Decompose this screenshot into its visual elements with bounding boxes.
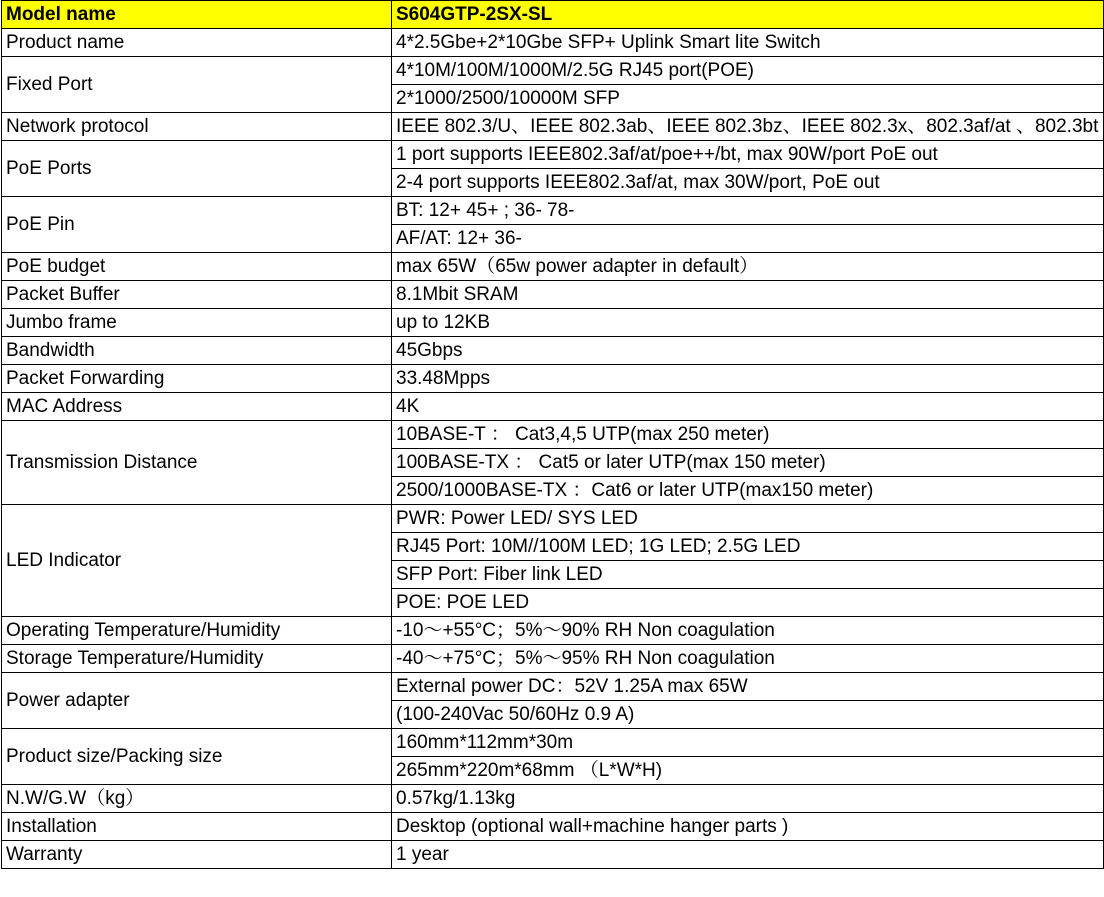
spec-value: External power DC：52V 1.25A max 65W	[392, 673, 1104, 701]
spec-value: 265mm*220m*68mm （L*W*H)	[392, 757, 1104, 785]
spec-value: 10BASE-T ： Cat3,4,5 UTP(max 250 meter)	[392, 421, 1104, 449]
spec-label: N.W/G.W（kg）	[2, 785, 392, 813]
spec-value: 1 port supports IEEE802.3af/at/poe++/bt, max 90W/port PoE out	[392, 141, 1104, 169]
spec-row	[2, 365, 1104, 393]
spec-row	[2, 253, 1104, 281]
spec-value: BT: 12+ 45+ ; 36- 78-	[392, 197, 1104, 225]
spec-value: 160mm*112mm*30m	[392, 729, 1104, 757]
spec-label: Warranty	[2, 841, 392, 869]
spec-value: -40～+75°C；5%～95% RH Non coagulation	[392, 645, 1104, 673]
spec-row	[2, 57, 1104, 85]
spec-label: PoE Ports	[2, 141, 392, 197]
spec-value: 45Gbps	[392, 337, 1104, 365]
header-model: S604GTP-2SX-SL	[392, 1, 1104, 29]
spec-value: 33.48Mpps	[392, 365, 1104, 393]
spec-row	[2, 29, 1104, 57]
spec-label: Product size/Packing size	[2, 729, 392, 785]
spec-label: PoE Pin	[2, 197, 392, 253]
spec-value: PWR: Power LED/ SYS LED	[392, 505, 1104, 533]
spec-value: RJ45 Port: 10M//100M LED; 1G LED; 2.5G LED	[392, 533, 1104, 561]
spec-row	[2, 785, 1104, 813]
spec-value: 4K	[392, 393, 1104, 421]
spec-row	[2, 141, 1104, 169]
spec-value: 2500/1000BASE-TX ：Cat6 or later UTP(max150 meter)	[392, 477, 1104, 505]
spec-label: Network protocol	[2, 113, 392, 141]
spec-row	[2, 673, 1104, 701]
spec-row	[2, 421, 1104, 449]
spec-value: IEEE 802.3/U、IEEE 802.3ab、IEEE 802.3bz、IEEE 802.3x、802.3af/at 、802.3bt	[392, 113, 1104, 141]
spec-label: Operating Temperature/Humidity	[2, 617, 392, 645]
spec-row	[2, 617, 1104, 645]
spec-value: (100-240Vac 50/60Hz 0.9 A)	[392, 701, 1104, 729]
spec-value: 4*10M/100M/1000M/2.5G RJ45 port(POE)	[392, 57, 1104, 85]
spec-label: Packet Forwarding	[2, 365, 392, 393]
spec-label: Jumbo frame	[2, 309, 392, 337]
spec-label: Power adapter	[2, 673, 392, 729]
spec-value: 8.1Mbit SRAM	[392, 281, 1104, 309]
spec-label: MAC Address	[2, 393, 392, 421]
spec-row	[2, 729, 1104, 757]
spec-table	[1, 0, 1104, 869]
spec-table-body	[2, 1, 1104, 869]
spec-value: AF/AT: 12+ 36-	[392, 225, 1104, 253]
spec-value: POE: POE LED	[392, 589, 1104, 617]
spec-row	[2, 505, 1104, 533]
spec-label: Packet Buffer	[2, 281, 392, 309]
spec-row	[2, 841, 1104, 869]
spec-value: 1 year	[392, 841, 1104, 869]
spec-value: 0.57kg/1.13kg	[392, 785, 1104, 813]
header-label: Model name	[2, 1, 392, 29]
spec-label: Bandwidth	[2, 337, 392, 365]
spec-row	[2, 197, 1104, 225]
spec-label: PoE budget	[2, 253, 392, 281]
spec-label: LED Indicator	[2, 505, 392, 617]
spec-label: Storage Temperature/Humidity	[2, 645, 392, 673]
spec-row	[2, 281, 1104, 309]
spec-value: 100BASE-TX ： Cat5 or later UTP(max 150 meter)	[392, 449, 1104, 477]
spec-value: max 65W（65w power adapter in default）	[392, 253, 1104, 281]
spec-row	[2, 645, 1104, 673]
spec-row	[2, 309, 1104, 337]
spec-value: 2-4 port supports IEEE802.3af/at, max 30W/port, PoE out	[392, 169, 1104, 197]
spec-value: up to 12KB	[392, 309, 1104, 337]
spec-value: -10～+55°C；5%～90% RH Non coagulation	[392, 617, 1104, 645]
spec-row	[2, 337, 1104, 365]
spec-row	[2, 393, 1104, 421]
spec-row	[2, 113, 1104, 141]
spec-label: Fixed Port	[2, 57, 392, 113]
spec-label: Installation	[2, 813, 392, 841]
spec-label: Product name	[2, 29, 392, 57]
header-row	[2, 1, 1104, 29]
spec-row	[2, 813, 1104, 841]
spec-value: Desktop (optional wall+machine hanger parts )	[392, 813, 1104, 841]
spec-value: SFP Port: Fiber link LED	[392, 561, 1104, 589]
spec-value: 2*1000/2500/10000M SFP	[392, 85, 1104, 113]
spec-label: Transmission Distance	[2, 421, 392, 505]
spec-value: 4*2.5Gbe+2*10Gbe SFP+ Uplink Smart lite Switch	[392, 29, 1104, 57]
